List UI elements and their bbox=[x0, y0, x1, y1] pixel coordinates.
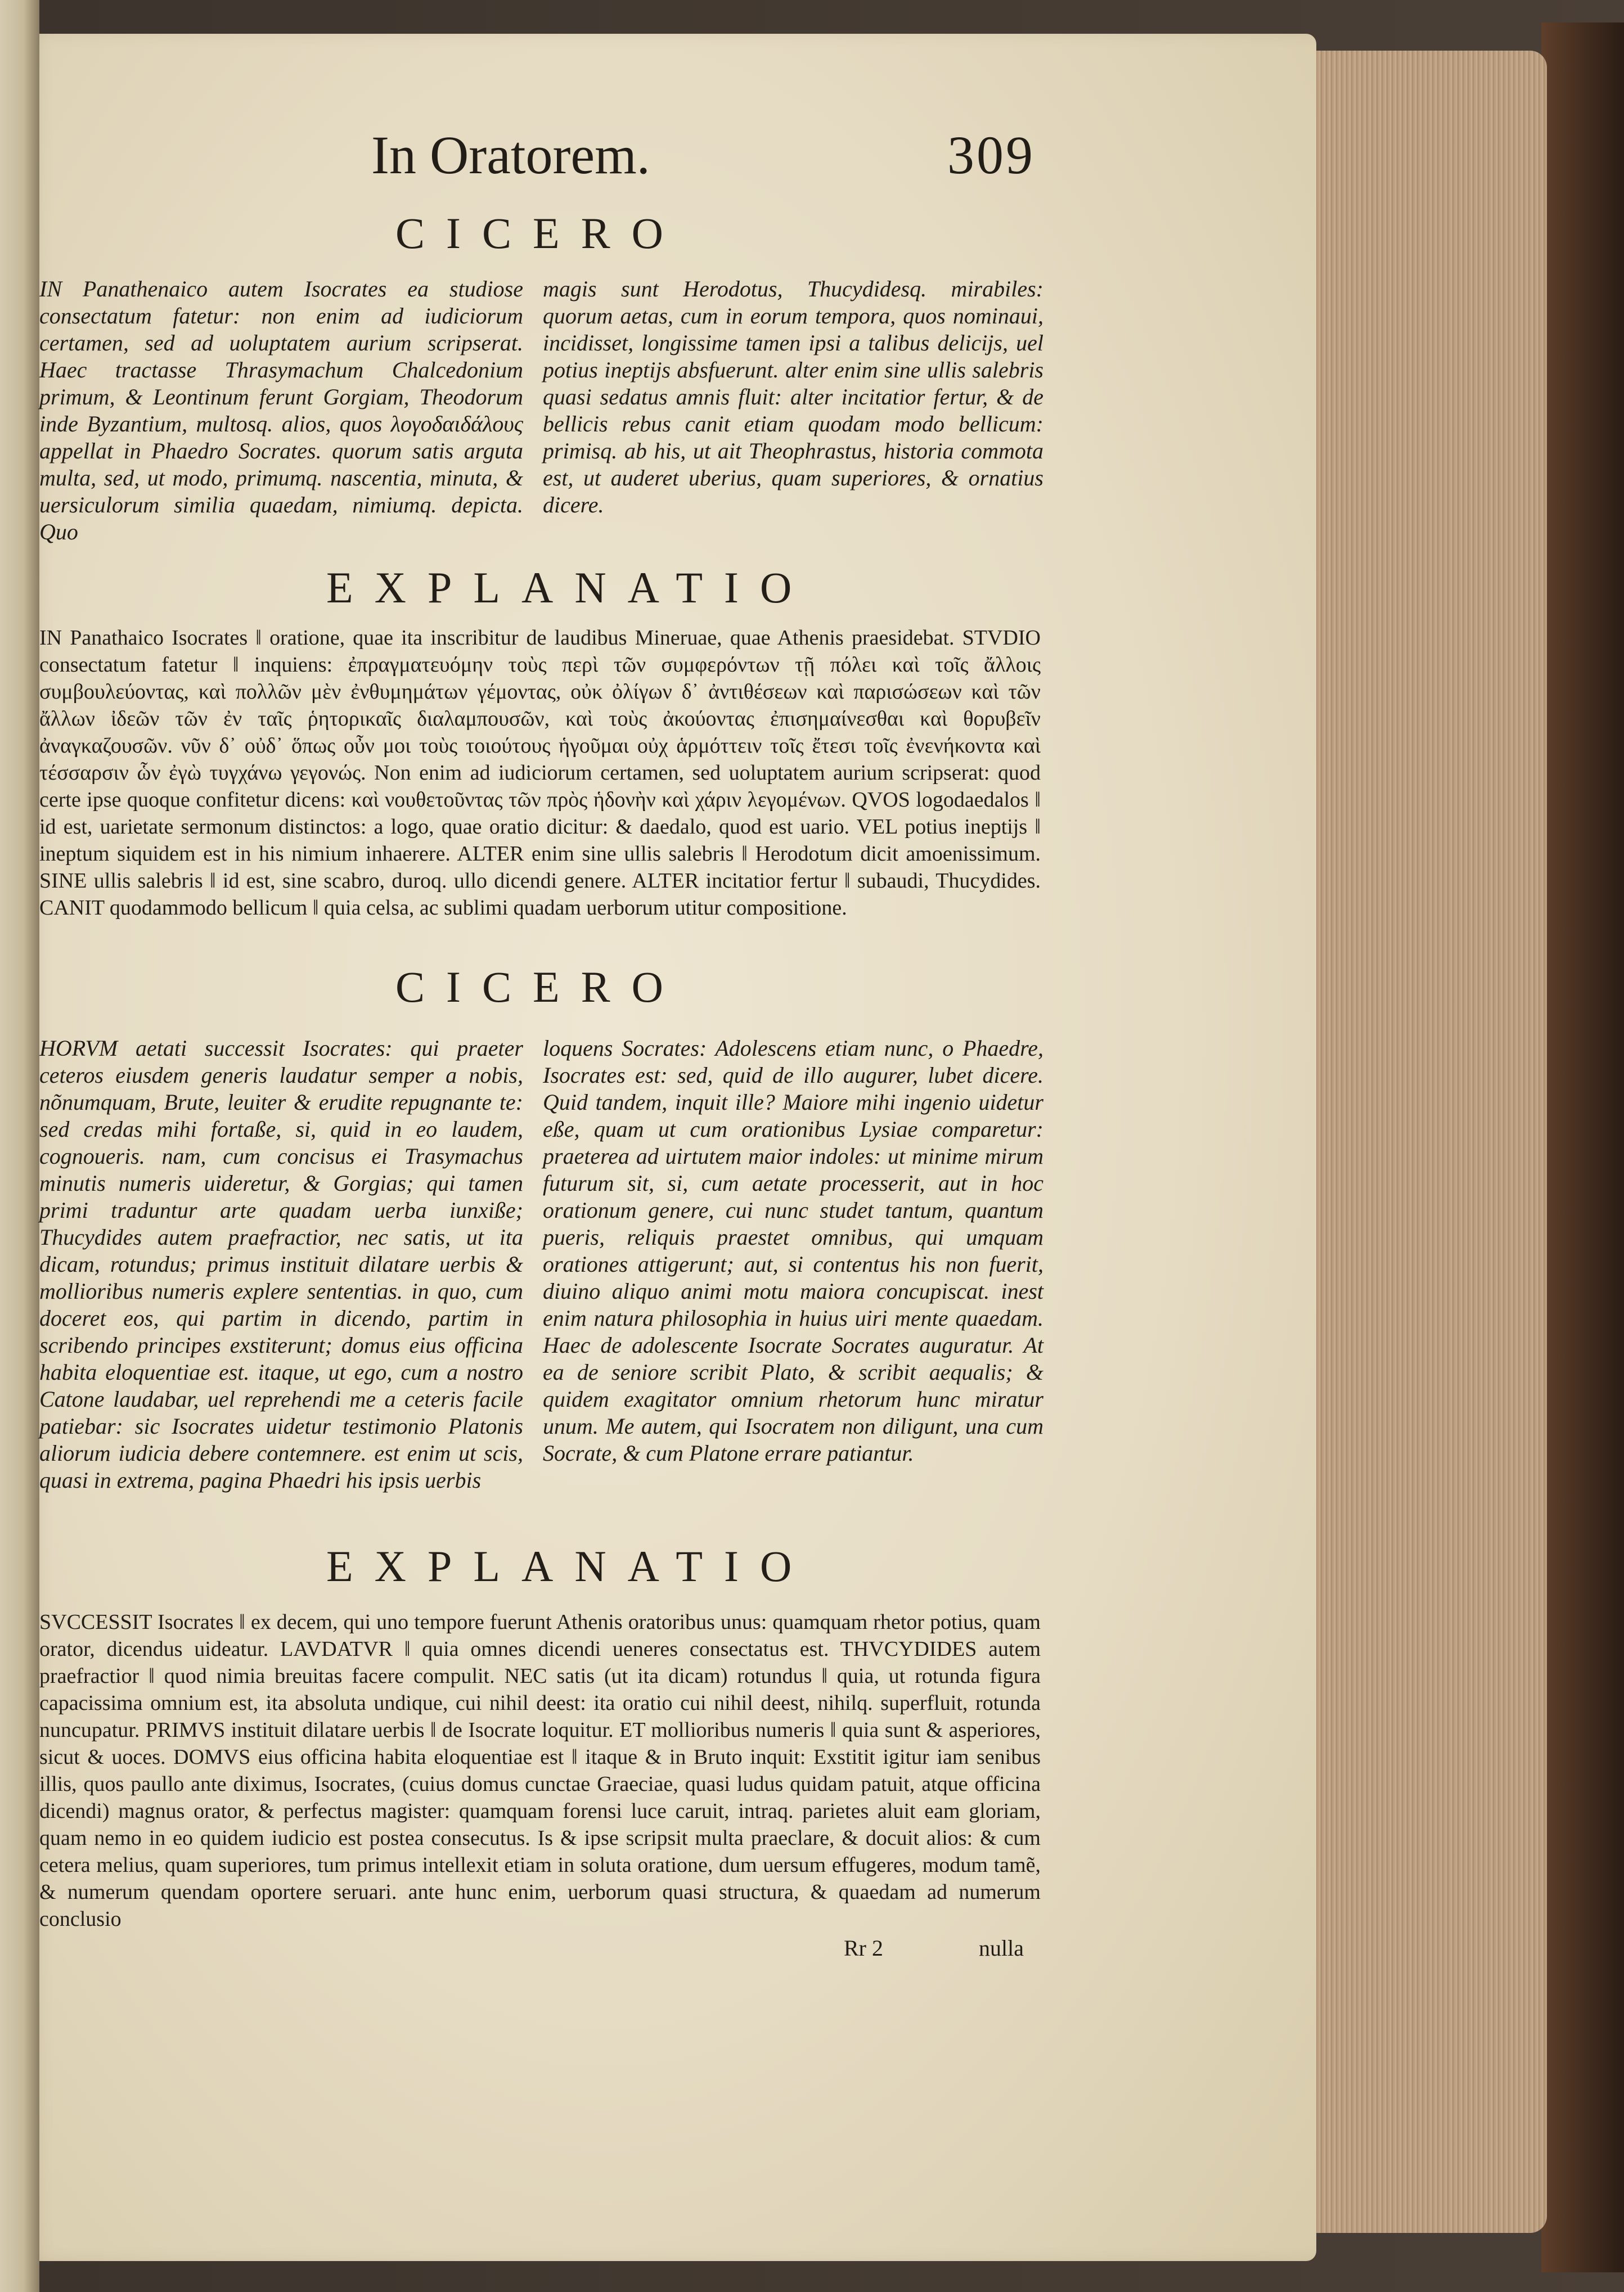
page-number: 309 bbox=[947, 125, 1035, 185]
section3-right-column: loquens Socrates: Adolescens etiam nunc, o Phaedre, Isocrates est: sed, quid de illo augurer, lubet dicere. Quid tandem, inquit ille? Maiore mihi ingenio uidetur eße, quam ut cum orationibus Lysiae comparetur: praeterea ad uirtutem maior indoles: ut minime mirum futurum sit, si, cum aetate processerit, aut in hoc orationum genere, cui nunc studet tantum, quantum pueris, reliquis praestet omnibus, qui umquam orationes attigerunt; aut, si contentus his non fuerit, diuino aliquo animi motu maiora concupiscat. inest enim natura philosophia in huius uiri mente quaedam. Haec de adolescente Isocrate Socrates auguratur. At ea de seniore scribit Plato, & scribit aequalis; & quidem exagitator omnium rhetorum hunc miratur unum. Me autem, qui Isocratem non diligunt, una cum Socrate, & cum Platone errare patiantur. bbox=[543, 1035, 1043, 1466]
section1-heading: CICERO bbox=[395, 209, 685, 258]
section4-commentary: SVCCESSIT Isocrates ǁ ex decem, qui uno tempore fuerunt Athenis oratoribus unus: quamquam rhetor potius, quam orator, dicendus uideatur. LAVDATVR ǁ quia omnes dicendi ueneres consectatus est. THVCYDIDES autem praefractior ǁ quod nimia breuitas facere compulit. NEC satis (ut ita dicam) rotundus ǁ quia, ut rotunda figura capacissima omnium est, ita absoluta undique, cui nihil deest: ita oratio cui nihil deest, nihilq. superfluit, rotunda nuncupatur. PRIMVS instituit dilatare uerbis ǁ de Isocrate loquitur. ET mollioribus numeris ǁ quia sunt & asperiores, sicut & uoces. DOMVS eius officina habita eloquentiae est ǁ itaque & in Bruto inquit: Exstitit igitur iam senibus illis, quos paullo ante diximus, Isocrates, (cuius domus cunctae Graeciae, quasi ludus quidam patuit, atque officina dicendi) magnus orator, & perfectus magister: quamquam forensi luce caruit, intraq. parietes aluit eam gloriam, quam nemo in eo quidem iudicio est postea consecutus. Is & ipse scripsit multa praeclare, & docuit alios: & cum cetera melius, quam superiores, tum primus intellexit etiam in soluta oratione, dum uersum effugeres, modum tamẽ, & numerum quendam oportere seruari. ante hunc enim, uerborum quasi structura, & quaedam ad numerum conclusio bbox=[39, 1610, 1041, 1931]
catchword: nulla bbox=[979, 1935, 1024, 1961]
section2-commentary: IN Panathaico Isocrates ǁ oratione, quae ita inscribitur de laudibus Mineruae, quae Athenis praesidebat. STVDIO consectatum fatetur ǁ inquiens: ἐπραγματευόμην τοὺς περὶ τῶν συμφερόντων τῇ πόλει καὶ τοῖς ἄλλοις συμβουλεύοντας, καὶ πολλῶν μὲν ἐνθυμημάτων γέμοντας, οὐκ ὀλίγων δ᾽ ἀντιθέσεων καὶ παρισώσεων καὶ τῶν ἄλλων ἰδεῶν τῶν ἐν ταῖς ῥητορικαῖς διαλαμπουσῶν, καὶ τοὺς ἀκούοντας ἐπισημαίνεσθαι καὶ θορυβεῖν ἀναγκαζουσῶν. νῦν δ᾽ οὐδ᾽ ὅπως οὖν μοι τοὺς τοιούτους ἡγοῦμαι οὐχ ἁρμόττειν τοῖς ἔτεσι τοῖς ἐνενήκοντα καὶ τέσσαρσιν ὧν ἐγὼ τυγχάνω γεγονώς. Non enim ad iudiciorum certamen, sed uoluptatem aurium scripserat: quod certe ipse quoque confitetur dicens: καὶ νουθετοῦντας τῶν πρὸς ἡδονὴν καὶ χάριν λεγομένων. QVOS logodaedalos ǁ id est, uarietate sermonum distinctos: a logo, quae oratio dicitur: & daedalo, quod est uario. VEL potius ineptijs ǁ ineptum siquidem est in his nimium inhaerere. ALTER enim sine ullis salebris ǁ Herodotum dicit amoenissimum. SINE ullis salebris ǁ id est, sine scabro, duroq. ullo dicendi genere. ALTER incitatior fertur ǁ subaudi, Thucydides. CANIT quodammodo bellicum ǁ quia celsa, ac sublimi quadam uerborum utitur compositione. bbox=[39, 626, 1041, 920]
facing-page-edge bbox=[0, 0, 39, 2292]
section4-heading: EXPLANATIO bbox=[326, 1542, 813, 1591]
section1-left-column: IN Panathenaico autem Isocrates ea studiose consectatum fatetur: non enim ad iudiciorum certamen, sed ad uoluptatem aurium scripserat. Haec tractasse Thrasymachum Chalcedonium primum, & Leontinum ferunt Gorgiam, Theodorum inde Byzantium, multosq. alios, quos λογοδαιδάλους appellat in Phaedro Socrates. quorum satis arguta multa, sed, ut modo, primumq. nascentia, minuta, & uersiculorum similia quaedam, nimiumq. depicta. Quo bbox=[39, 276, 523, 544]
section3-heading: CICERO bbox=[395, 962, 685, 1011]
signature-mark: Rr 2 bbox=[844, 1935, 883, 1961]
book-cover-edge bbox=[1541, 22, 1624, 2272]
running-head bbox=[371, 124, 1035, 191]
section1-right-column: magis sunt Herodotus, Thucydidesq. mirabiles: quorum aetas, cum in eorum tempora, quos nominaui, incidisset, longissime tamen ipsi a talibus delicijs, uel potius ineptijs absfuerunt. alter enim sine ullis salebris quasi sedatus amnis fluit: alter incitatior fertur, & de bellicis rebus canit etiam quodam modo bellicum: primisq. ab his, ut ait Theophrastus, historia commota est, ut auderet uberius, quam superiores, & ornatius dicere. bbox=[543, 276, 1043, 517]
section2-heading: EXPLANATIO bbox=[326, 563, 813, 612]
running-head-title: In Oratorem. bbox=[371, 125, 650, 185]
section3-left-column: HORVM aetati successit Isocrates: qui praeter ceteros eiusdem generis laudatur semper a nobis, nõnumquam, Brute, leuiter & erudite repugnante te: sed credas mihi fortaße, si, quid in eo laudem, cognoueris. nam, cum concisus ei Trasymachus minutis numeris uideretur, & Gorgias; qui tamen primi traduntur arte quadam uerba iunxiße; Thucydides autem praefractior, nec satis, ut ita dicam, rotundus; primus instituit dilatare uerbis & mollioribus numeris explere sententias. in quo, cum doceret eos, qui partim in dicendo, partim in scribendo principes exstiterunt; domus eius officina habita eloquentiae est. itaque, ut ego, cum a nostro Catone laudabar, uel reprehendi me a ceteris facile patiebar: sic Isocrates uidetur testimonio Platonis aliorum iudicia debere contemnere. est enim ut scis, quasi in extrema, pagina Phaedri his ipsis uerbis bbox=[39, 1035, 523, 1493]
